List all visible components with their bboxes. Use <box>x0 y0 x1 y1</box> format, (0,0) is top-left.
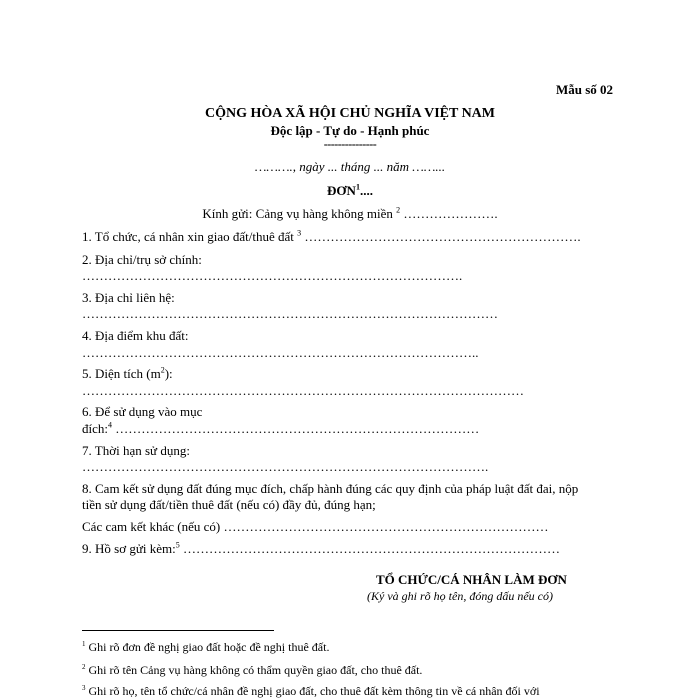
footnote-text: Ghi rõ tên Cảng vụ hàng không có thẩm quyền giao đất, cho thuê đất. <box>85 663 423 677</box>
area-dots: ………………………………………………………………………………………… <box>82 383 524 398</box>
title-suffix: .... <box>359 183 373 198</box>
purpose-label-2: đích: <box>82 421 108 436</box>
national-title: CỘNG HÒA XÃ HỘI CHỦ NGHĨA VIỆT NAM <box>204 106 495 121</box>
purpose-label: 6. Để sử dụng vào mục <box>82 404 203 419</box>
field-area <box>82 366 173 382</box>
footnote-number: 2 <box>82 663 86 671</box>
title-text: ĐƠN <box>327 183 356 198</box>
recipient-label: Kính gửi: Cảng vụ hàng không miền <box>202 206 393 221</box>
footnote-2 <box>82 663 422 678</box>
field-attachments <box>82 541 560 557</box>
signature-note: (Ký và ghi rõ họ tên, đóng dấu nếu có) <box>367 589 553 603</box>
org-dots: ………………………………………………………. <box>301 229 581 244</box>
recipient-dots: …………………. <box>400 206 498 221</box>
national-motto: Độc lập - Tự do - Hạnh phúc <box>270 123 430 138</box>
commitment-line-2: tiền sử dụng đất/tiền thuê đất (nếu có) đầy đủ, đúng hạn; <box>82 497 376 512</box>
document-title <box>0 183 700 199</box>
footnote-text: Ghi rõ đơn đề nghị giao đất hoặc đề nghị thuê đất. <box>85 640 330 654</box>
field-organization <box>82 229 581 245</box>
org-label: 1. Tổ chức, cá nhân xin giao đất/thuê đất <box>82 229 294 244</box>
header-separator: --------------- <box>323 137 377 151</box>
signature-title: TỔ CHỨC/CÁ NHÂN LÀM ĐƠN <box>376 572 567 587</box>
footnote-3 <box>82 684 540 699</box>
contact-label: 3. Địa chỉ liên hệ: <box>82 290 175 305</box>
field-purpose <box>82 421 479 437</box>
other-commitments: Các cam kết khác (nếu có) ………………………………………………………………… <box>82 519 549 534</box>
address-label: 2. Địa chỉ/trụ sở chính: <box>82 252 202 267</box>
recipient-line <box>0 206 700 222</box>
footnote-divider <box>82 630 274 631</box>
docs-dots: …………………………………………………………………………… <box>179 541 560 556</box>
location-dots: ……………………………………………………………………………….. <box>82 345 479 360</box>
date-line: ………., ngày ... tháng ... năm ……... <box>254 159 446 174</box>
form-number: Mẫu số 02 <box>556 82 614 97</box>
address-dots: ……………………………………………………………………………. <box>82 268 463 283</box>
contact-dots: …………………………………………………………………………………… <box>82 306 498 321</box>
footnote-1 <box>82 640 329 655</box>
footnote-ref-4: 4 <box>108 420 112 430</box>
docs-label: 9. Hồ sơ gửi kèm: <box>82 541 176 556</box>
term-label: 7. Thời hạn sử dụng: <box>82 443 190 458</box>
footnote-ref-2: 2 <box>396 205 401 215</box>
term-dots: …………………………………………………………………………………. <box>82 459 489 474</box>
area-unit-sup: 2 <box>160 365 165 375</box>
footnote-ref-5: 5 <box>175 540 180 550</box>
footnote-ref-3: 3 <box>297 228 302 238</box>
area-label-end: ): <box>164 366 173 381</box>
footnote-number: 1 <box>82 640 86 648</box>
commitment-line-1: 8. Cam kết sử dụng đất đúng mục đích, chấp hành đúng các quy định của pháp luật đất đai, nộp <box>82 481 579 496</box>
footnote-text: Ghi rõ họ, tên tổ chức/cá nhân đề nghị giao đất, cho thuê đất kèm thông tin về cá nhân đối với <box>85 684 540 698</box>
purpose-dots: ………………………………………………………………………… <box>112 421 480 436</box>
location-label: 4. Địa điểm khu đất: <box>82 328 189 343</box>
footnote-ref-1: 1 <box>355 182 360 192</box>
footnote-number: 3 <box>82 684 86 692</box>
area-label: 5. Diện tích (m <box>82 366 161 381</box>
